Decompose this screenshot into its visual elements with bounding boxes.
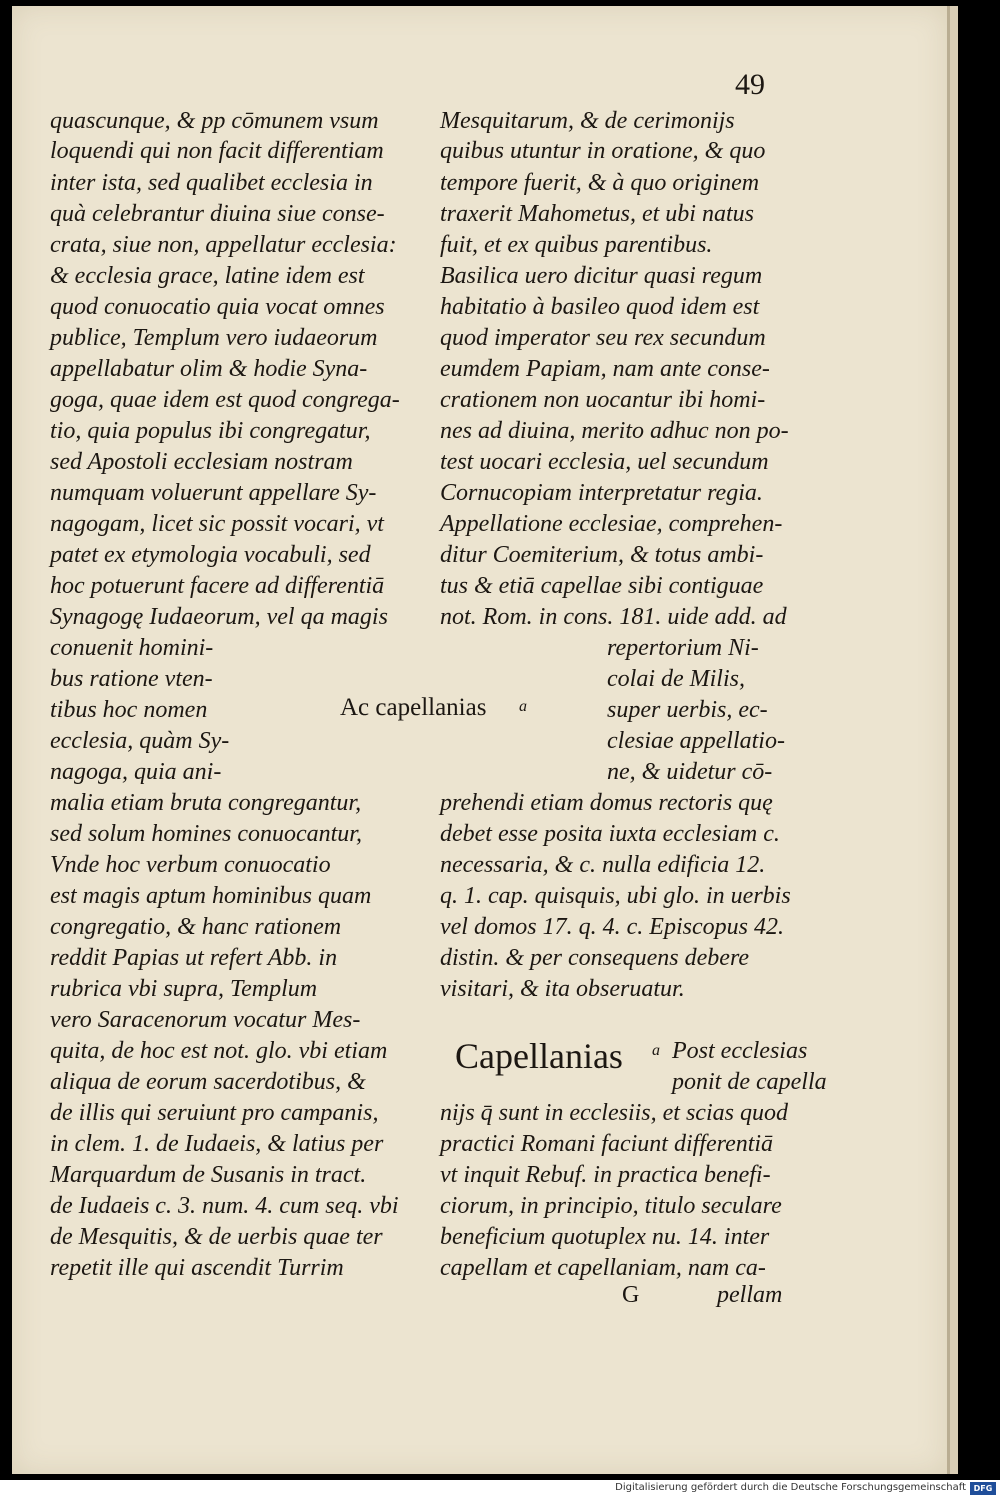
text-line: tempore fuerit, & à quo originem [440, 170, 760, 196]
text-line: quibus utuntur in oratione, & quo [440, 138, 766, 164]
text-line: goga, quae idem est quod congrega- [50, 387, 400, 413]
text-line: q. 1. cap. quisquis, ubi glo. in uerbis [440, 883, 791, 909]
text-line: super uerbis, ec- [607, 697, 768, 723]
text-line: rubrica vbi supra, Templum [50, 976, 318, 1002]
text-line: nes ad diuina, merito adhuc non po- [440, 418, 789, 444]
text-line: hoc potuerunt facere ad differentiā [50, 573, 385, 599]
text-line: congregatio, & hanc rationem [50, 914, 342, 940]
book-page [12, 6, 950, 1474]
lemma-ac-capellanias: Ac capellanias [340, 694, 487, 721]
text-line: conuenit homini- [50, 635, 214, 661]
text-line: ponit de capella [672, 1069, 827, 1095]
text-line: tibus hoc nomen [50, 697, 208, 723]
text-line: publice, Templum vero iudaeorum [50, 325, 378, 351]
text-line: de Iudaeis c. 3. num. 4. cum seq. vbi [50, 1193, 399, 1219]
digitization-credit: Digitalisierung gefördert durch die Deutsche Forschungsgemeinschaft [615, 1482, 966, 1493]
text-line: capellam et capellaniam, nam ca- [440, 1255, 766, 1281]
text-line: nagogam, licet sic possit vocari, vt [50, 511, 384, 537]
text-line: in clem. 1. de Iudaeis, & latius per [50, 1131, 384, 1157]
note-mark: a [652, 1042, 660, 1059]
text-line: patet ex etymologia vocabuli, sed [50, 542, 371, 568]
text-line: tio, quia populus ibi congregatur, [50, 418, 371, 444]
text-line: ne, & uidetur cō- [607, 759, 773, 785]
text-line: quod conuocatio quia vocat omnes [50, 294, 385, 320]
text-line: eumdem Papiam, nam ante conse- [440, 356, 770, 382]
text-line: not. Rom. in cons. 181. uide add. ad [440, 604, 787, 630]
text-line: debet esse posita iuxta ecclesiam c. [440, 821, 780, 847]
signature-mark: G [622, 1282, 640, 1308]
catchword: pellam [717, 1282, 783, 1308]
text-line: ecclesia, quàm Sy- [50, 728, 230, 754]
text-line: Post ecclesias [672, 1038, 808, 1064]
text-line: quita, de hoc est not. glo. vbi etiam [50, 1038, 388, 1064]
text-line: loquendi qui non facit differentiam [50, 138, 384, 164]
text-line: numquam voluerunt appellare Sy- [50, 480, 377, 506]
text-line: de Mesquitis, & de uerbis quae ter [50, 1224, 383, 1250]
text-line: nijs q̄ sunt in ecclesiis, et scias quod [440, 1100, 788, 1126]
text-line: de illis qui seruiunt pro campanis, [50, 1100, 379, 1126]
text-line: test uocari ecclesia, uel secundum [440, 449, 769, 475]
text-line: inter ista, sed qualibet ecclesia in [50, 170, 373, 196]
text-line: Marquardum de Susanis in tract. [50, 1162, 367, 1188]
text-line: quà celebrantur diuina siue conse- [50, 201, 385, 227]
text-line: beneficium quotuplex nu. 14. inter [440, 1224, 770, 1250]
text-line: repetit ille qui ascendit Turrim [50, 1255, 344, 1281]
lemma-capellanias-heading: Capellanias [455, 1036, 623, 1076]
page-edge [950, 6, 958, 1474]
text-line: Basilica uero dicitur quasi regum [440, 263, 763, 289]
text-line: Synagogę Iudaeorum, vel qa magis [50, 604, 388, 630]
page-number: 49 [735, 68, 765, 101]
text-line: crationem non uocantur ibi homi- [440, 387, 766, 413]
text-line: bus ratione vten- [50, 666, 213, 692]
text-line: tus & etiā capellae sibi contiguae [440, 573, 764, 599]
text-line: ditur Coemiterium, & totus ambi- [440, 542, 764, 568]
text-line: Appellatione ecclesiae, comprehen- [440, 511, 783, 537]
text-line: appellabatur olim & hodie Syna- [50, 356, 368, 382]
text-line: reddit Papias ut refert Abb. in [50, 945, 338, 971]
text-line: colai de Milis, [607, 666, 745, 692]
text-line: & ecclesia grace, latine idem est [50, 263, 365, 289]
text-line: Vnde hoc verbum conuocatio [50, 852, 331, 878]
text-line: traxerit Mahometus, et ubi natus [440, 201, 754, 227]
text-line: prehendi etiam domus rectoris quę [440, 790, 773, 816]
text-line: malia etiam bruta congregantur, [50, 790, 362, 816]
note-mark: a [519, 698, 527, 715]
text-line: repertorium Ni- [607, 635, 759, 661]
text-line: ciorum, in principio, titulo seculare [440, 1193, 782, 1219]
text-line: crata, siue non, appellatur ecclesia: [50, 232, 397, 258]
text-line: quod imperator seu rex secundum [440, 325, 766, 351]
text-line: Mesquitarum, & de cerimonijs [440, 108, 735, 134]
text-line: vero Saracenorum vocatur Mes- [50, 1007, 361, 1033]
text-line: Cornucopiam interpretatur regia. [440, 480, 763, 506]
text-line: sed solum homines conuocantur, [50, 821, 362, 847]
text-line: vel domos 17. q. 4. c. Episcopus 42. [440, 914, 784, 940]
text-line: necessaria, & c. nulla edificia 12. [440, 852, 766, 878]
dfg-logo-icon: DFG [970, 1482, 996, 1495]
text-line: fuit, et ex quibus parentibus. [440, 232, 713, 258]
text-line: quascunque, & pp cōmunem vsum [50, 108, 379, 134]
text-line: est magis aptum hominibus quam [50, 883, 372, 909]
text-line: distin. & per consequens debere [440, 945, 750, 971]
text-line: sed Apostoli ecclesiam nostram [50, 449, 353, 475]
text-line: vt inquit Rebuf. in practica benefi- [440, 1162, 771, 1188]
text-line: clesiae appellatio- [607, 728, 785, 754]
text-line: visitari, & ita obseruatur. [440, 976, 685, 1002]
text-line: habitatio à basileo quod idem est [440, 294, 760, 320]
text-line: aliqua de eorum sacerdotibus, & [50, 1069, 366, 1095]
text-line: practici Romani faciunt differentiā [440, 1131, 774, 1157]
text-line: nagoga, quia ani- [50, 759, 222, 785]
